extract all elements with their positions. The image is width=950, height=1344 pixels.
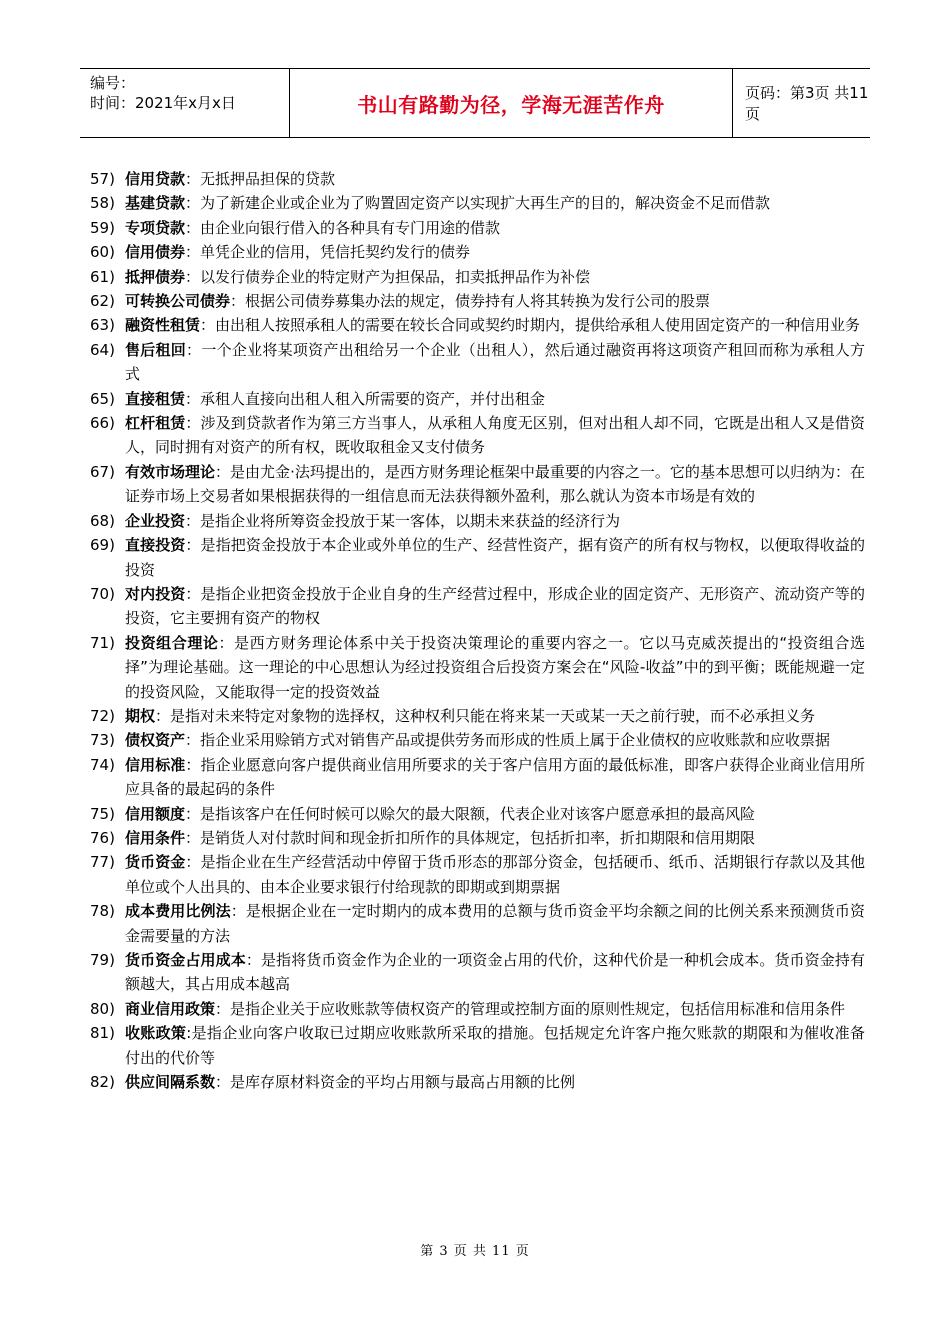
glossary-entry [90, 704, 865, 728]
entry-number: 62) [90, 292, 115, 311]
entry-term: 信用条件 [125, 828, 186, 847]
entry-number: 68) [90, 511, 115, 530]
entry-separator: ： [185, 170, 201, 188]
entry-text [125, 997, 865, 1021]
entry-definition: 无抵押品担保的贷款 [200, 170, 336, 188]
entry-number: 63) [90, 316, 115, 335]
entry-term: 融资性租赁 [125, 316, 201, 335]
entry-number: 59) [90, 218, 115, 237]
entry-definition: 涉及到贷款者作为第三方当事人，从承租人角度无区别，但对出租人却不同，它既是出租人又是借资人，同时拥有对资产的所有权，既收取租金又支付债务 [125, 414, 865, 457]
entry-separator: ： [215, 1073, 231, 1092]
entry-term: 债权资产 [125, 731, 186, 750]
glossary-entry [90, 1021, 865, 1070]
entry-number: 60) [90, 243, 115, 262]
entry-separator: ： [185, 389, 201, 408]
glossary-entry [90, 338, 865, 387]
entry-text [125, 899, 865, 948]
entry-number: 78) [90, 902, 115, 921]
entry-separator: ： [185, 731, 201, 750]
entry-text [125, 1070, 865, 1094]
glossary-entry [90, 948, 865, 997]
entry-separator: ： [230, 292, 246, 311]
glossary-entry [90, 265, 865, 289]
entry-text [125, 289, 865, 313]
entry-term: 专项贷款 [125, 218, 186, 237]
entry-definition: 是指该客户在任何时候可以赊欠的最大限额，代表企业对该客户愿意承担的最高风险 [200, 804, 756, 823]
glossary-entry [90, 216, 865, 240]
entry-text [125, 338, 865, 387]
entry-term: 直接投资 [125, 536, 186, 555]
glossary-entry [90, 753, 865, 802]
glossary-entry [90, 582, 865, 631]
entry-number: 75) [90, 804, 115, 823]
glossary-entry [90, 509, 865, 533]
header-page-info: 页码：第3页 共11页 [745, 84, 869, 123]
entry-text [125, 265, 865, 289]
entry-term: 信用标准 [125, 755, 186, 774]
entry-separator: ： [245, 951, 261, 969]
entry-term: 投资组合理论 [125, 633, 219, 652]
glossary-entry [90, 850, 865, 899]
entry-separator: ： [185, 828, 201, 847]
entry-definition: 是库存原材料资金的平均占用额与最高占用额的比例 [230, 1073, 576, 1092]
entry-term: 期权 [125, 706, 156, 725]
glossary-entry [90, 826, 865, 850]
entry-number: 71) [90, 633, 115, 652]
entry-text [125, 850, 865, 899]
entry-separator: ： [215, 462, 231, 481]
glossary-entry [90, 313, 865, 337]
glossary-entry [90, 460, 865, 509]
entry-text [125, 826, 865, 850]
entry-definition: 根据公司债券募集办法的规定，债券持有人将其转换为发行公司的股票 [245, 292, 711, 311]
entry-definition: 由企业向银行借入的各种具有专门用途的借款 [200, 218, 501, 237]
entry-text [125, 704, 865, 728]
entry-number: 65) [90, 389, 115, 408]
entry-number: 61) [90, 267, 115, 286]
glossary-entry [90, 728, 865, 752]
glossary-entry [90, 1070, 865, 1094]
entry-definition: 是根据企业在一定时期内的成本费用的总额与货币资金平均余额之间的比例关系来预测货币资金需要量的方法 [125, 902, 865, 945]
entry-number: 77) [90, 853, 115, 872]
entry-text [125, 411, 865, 460]
entry-term: 杠杆租赁 [125, 414, 186, 433]
entry-text [125, 191, 865, 215]
glossary-entry [90, 899, 865, 948]
entry-text [125, 533, 865, 582]
entry-text [125, 509, 865, 533]
entry-text [125, 948, 865, 997]
document-header [80, 68, 870, 138]
entry-definition: 是销货人对付款时间和现金折扣所作的具体规定，包括折扣率，折扣期限和信用期限 [200, 828, 756, 847]
entry-number: 73) [90, 731, 115, 750]
entry-term: 对内投资 [125, 584, 186, 603]
entry-separator: ： [185, 853, 201, 872]
entry-definition: 一个企业将某项资产出租给另一个企业（出租人），然后通过融资再将这项资产租回而称为承租人方式 [125, 340, 865, 384]
entry-text [125, 753, 865, 802]
document-number-label: 编号： [90, 74, 136, 92]
entry-definition: 指企业采用赊销方式对销售产品或提供劳务而形成的性质上属于企业债权的应收账款和应收票据 [200, 731, 831, 750]
glossary-list [90, 167, 865, 1094]
entry-separator: ： [185, 511, 201, 530]
entry-number: 81) [90, 1024, 115, 1043]
entry-text [125, 387, 865, 411]
entry-separator: ： [185, 536, 201, 555]
entry-separator: ： [185, 414, 201, 433]
entry-number: 58) [90, 194, 115, 213]
entry-term: 信用额度 [125, 804, 186, 823]
document-date-label: 时间：2021年x月x日 [90, 94, 236, 112]
entry-separator: ： [185, 267, 201, 286]
entry-term: 货币资金 [125, 853, 186, 872]
entry-number: 80) [90, 999, 115, 1018]
entry-definition: 单凭企业的信用，凭信托契约发行的债券 [200, 243, 471, 262]
entry-text [125, 728, 865, 752]
entry-text [125, 631, 865, 704]
entry-number: 72) [90, 706, 115, 725]
entry-term: 企业投资 [125, 511, 186, 530]
glossary-entry [90, 997, 865, 1021]
entry-text [125, 313, 865, 337]
entry-number: 67) [90, 462, 115, 481]
entry-definition: 是由尤金·法玛提出的，是西方财务理论框架中最重要的内容之一。它的基本思想可以归纳为：在证券市场上交易者如果根据获得的一组信息而无法获得额外盈利，那么就认为资本市场是有效的 [125, 462, 865, 506]
entry-number: 69) [90, 536, 115, 555]
glossary-entry [90, 411, 865, 460]
entry-definition: 是指将货币资金作为企业的一项资金占用的代价，这种代价是一种机会成本。货币资金持有额越大，其占用成本越高 [125, 951, 865, 994]
glossary-entry [90, 240, 865, 264]
entry-text [125, 460, 865, 509]
entry-term: 抵押债券 [125, 267, 186, 286]
entry-term: 收账政策 [125, 1024, 187, 1043]
header-meta-cell [80, 69, 290, 137]
entry-term: 货币资金占用成本 [125, 951, 246, 969]
entry-term: 成本费用比例法 [125, 902, 231, 921]
entry-definition: 是指企业把资金投放于企业自身的生产经营过程中，形成企业的固定资产、无形资产、流动资产等的投资，它主要拥有资产的物权 [125, 584, 865, 628]
entry-definition: 为了新建企业或企业为了购置固定资产以实现扩大再生产的目的，解决资金不足而借款 [200, 194, 771, 213]
entry-number: 64) [90, 340, 115, 359]
entry-separator: ： [215, 999, 231, 1018]
entry-definition: 指企业愿意向客户提供商业信用所要求的关于客户信用方面的最低标准，即客户获得企业商业信用所应具备的最起码的条件 [125, 755, 865, 799]
glossary-entry [90, 631, 865, 704]
glossary-entry [90, 387, 865, 411]
entry-definition: 是指对未来特定对象物的选择权，这种权利只能在将来某一天或某一天之前行驶，而不必承担义务 [170, 706, 816, 725]
entry-number: 70) [90, 584, 115, 603]
entry-separator: ： [185, 584, 201, 603]
entry-term: 信用债券 [125, 243, 186, 262]
entry-separator: ： [218, 633, 235, 652]
entry-text [125, 167, 865, 191]
entry-term: 有效市场理论 [125, 462, 216, 481]
entry-number: 74) [90, 755, 115, 774]
glossary-entry [90, 191, 865, 215]
entry-text [125, 240, 865, 264]
entry-separator: : [186, 1024, 192, 1043]
entry-term: 售后租回 [125, 340, 187, 359]
entry-number: 66) [90, 414, 115, 433]
entry-definition: 是指企业关于应收账款等债权资产的管理或控制方面的原则性规定，包括信用标准和信用条件 [230, 999, 846, 1018]
entry-number: 76) [90, 828, 115, 847]
entry-term: 商业信用政策 [125, 999, 216, 1018]
entry-number: 79) [90, 951, 115, 969]
entry-definition: 是指企业在生产经营活动中停留于货币形态的那部分资金，包括硬币、纸币、活期银行存款以及其他单位或个人出具的、由本企业要求银行付给现款的即期或到期票据 [125, 853, 865, 896]
glossary-entry [90, 802, 865, 826]
entry-term: 可转换公司债券 [125, 292, 231, 311]
entry-definition: 承租人直接向出租人租入所需要的资产，并付出租金 [200, 389, 546, 408]
entry-separator: ： [185, 243, 201, 262]
entry-text [125, 802, 865, 826]
entry-definition: 以发行债券企业的特定财产为担保品，扣卖抵押品作为补偿 [200, 267, 591, 286]
header-motto: 书山有路勤为径，学海无涯苦作舟 [290, 69, 733, 137]
entry-term: 信用贷款 [125, 170, 186, 188]
entry-number: 57) [90, 170, 115, 188]
entry-number: 82) [90, 1073, 115, 1092]
entry-separator: ： [186, 340, 202, 359]
entry-definition: 是指把资金投放于本企业或外单位的生产、经营性资产，据有资产的所有权与物权，以便取得收益的投资 [125, 536, 865, 579]
entry-term: 基建贷款 [125, 194, 186, 213]
entry-separator: ： [185, 218, 201, 237]
entry-separator: ： [185, 194, 201, 213]
entry-separator: ： [200, 316, 216, 335]
entry-separator: ： [185, 804, 201, 823]
entry-definition: 是指企业将所筹资金投放于某一客体，以期未来获益的经济行为 [200, 511, 621, 530]
entry-text [125, 216, 865, 240]
entry-definition: 是西方财务理论体系中关于投资决策理论的重要内容之一。它以马克威茨提出的“投资组合选择”为理论基础。这一理论的中心思想认为经过投资组合后投资方案会在“风险-收益”中的到平衡；既能规避一定的投资风险，又能取得一定的投资效益 [125, 633, 865, 701]
entry-definition: 是指企业向客户收取已过期应收账款所采取的措施。包括规定允许客户拖欠账款的期限和为催收准备付出的代价等 [125, 1024, 865, 1067]
entry-text [125, 582, 865, 631]
entry-text [125, 1021, 865, 1070]
page-footer: 第 3 页 共 11 页 [420, 1244, 530, 1259]
entry-separator: ： [185, 755, 201, 774]
entry-term: 供应间隔系数 [125, 1073, 216, 1092]
entry-term: 直接租赁 [125, 389, 186, 408]
entry-separator: ： [155, 706, 171, 725]
glossary-entry [90, 533, 865, 582]
glossary-entry [90, 167, 865, 191]
entry-definition: 由出租人按照承租人的需要在较长合同或契约时期内，提供给承租人使用固定资产的一种信用业务 [215, 316, 861, 335]
entry-separator: ： [230, 902, 246, 921]
glossary-entry [90, 289, 865, 313]
